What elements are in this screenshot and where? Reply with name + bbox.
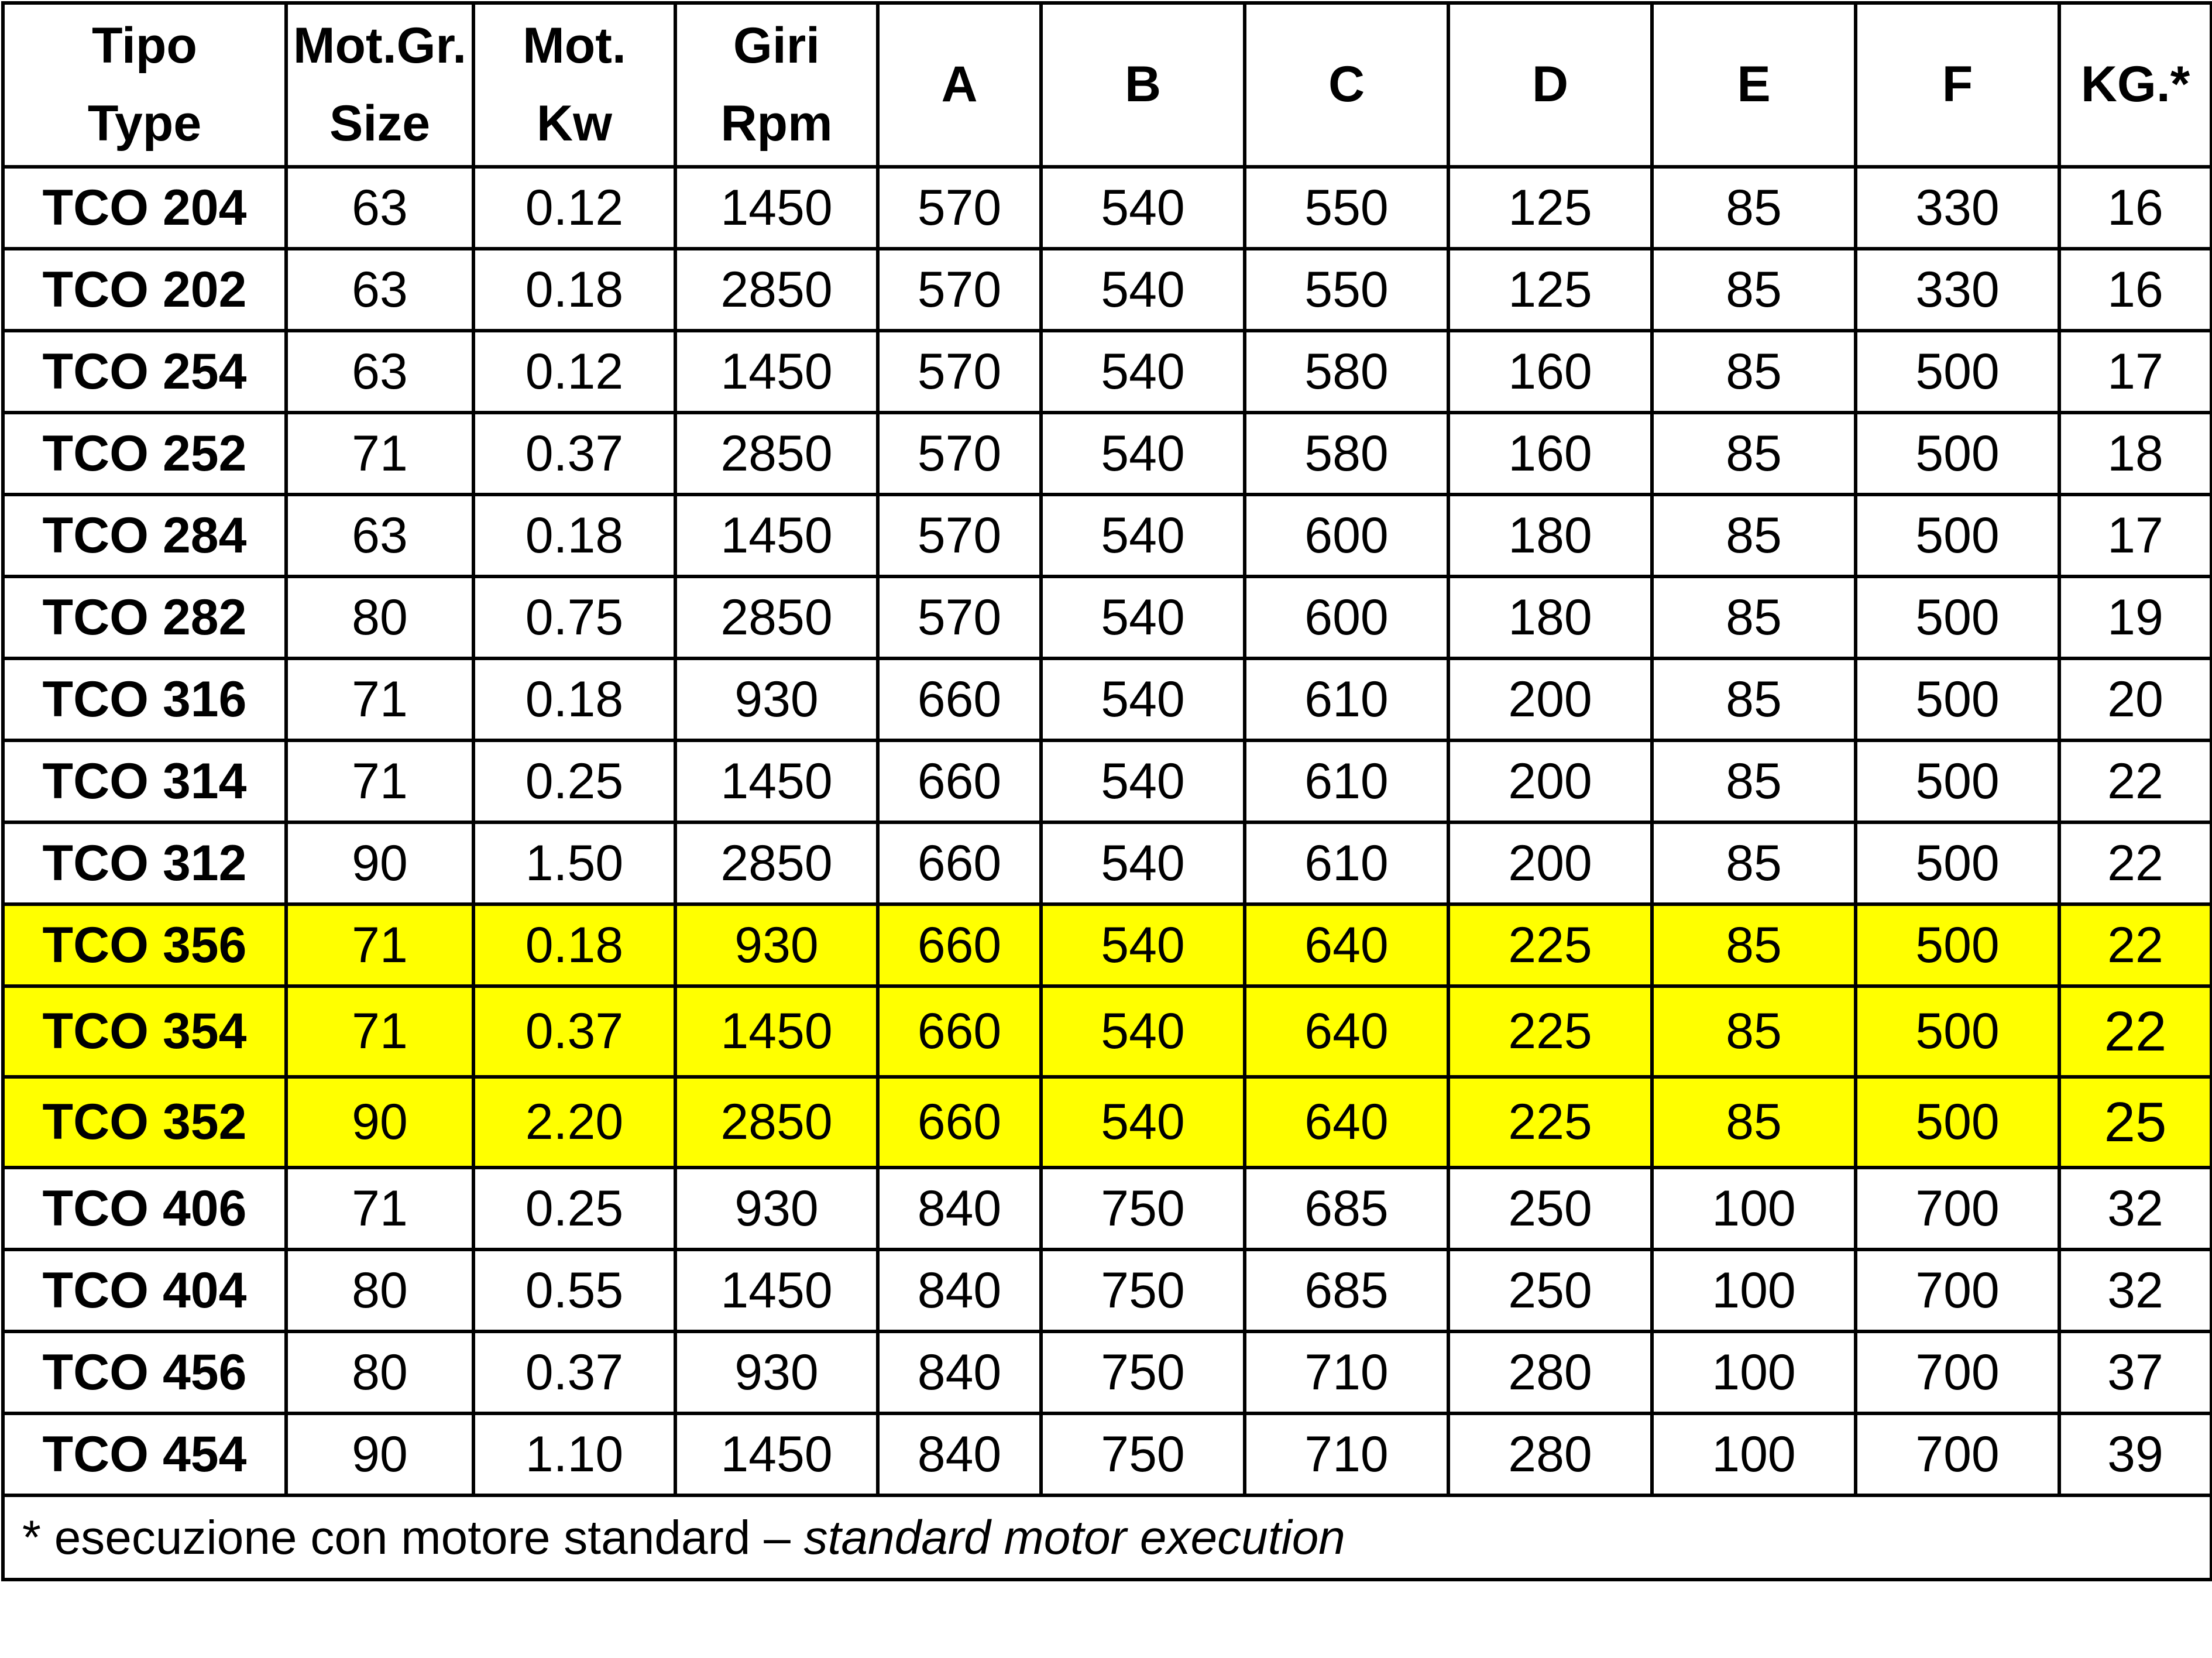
cell-dim-e: 85 <box>1652 740 1856 822</box>
cell-dim-e: 100 <box>1652 1168 1856 1249</box>
cell-dim-d: 280 <box>1448 1413 1652 1495</box>
cell-motor-kw: 0.37 <box>473 1331 675 1413</box>
table-row-highlighted <box>3 986 2211 1077</box>
cell-motor-kw: 0.18 <box>473 658 675 740</box>
cell-dim-e: 85 <box>1652 576 1856 658</box>
cell-dim-f: 500 <box>1856 740 2059 822</box>
cell-weight-kg: 22 <box>2059 822 2211 904</box>
cell-dim-d: 125 <box>1448 167 1652 249</box>
cell-dim-b: 540 <box>1041 1077 1245 1168</box>
cell-dim-e: 100 <box>1652 1331 1856 1413</box>
table-row-highlighted <box>3 1077 2211 1168</box>
column-header-label: Mot. <box>523 17 626 74</box>
cell-dim-a: 840 <box>878 1168 1041 1249</box>
cell-type: TCO 252 <box>3 413 286 495</box>
cell-type: TCO 404 <box>3 1249 286 1331</box>
cell-motor-size: 63 <box>286 249 473 331</box>
table-row <box>3 167 2211 249</box>
cell-dim-b: 540 <box>1041 495 1245 576</box>
column-header-sublabel: Type <box>87 95 202 152</box>
table-row <box>3 1331 2211 1413</box>
cell-dim-d: 225 <box>1448 1077 1652 1168</box>
footnote-row <box>3 1495 2211 1580</box>
column-header-motor-size <box>286 3 473 167</box>
cell-motor-size: 71 <box>286 658 473 740</box>
cell-rpm: 2850 <box>675 413 878 495</box>
table-row <box>3 495 2211 576</box>
cell-dim-b: 750 <box>1041 1168 1245 1249</box>
cell-motor-kw: 0.18 <box>473 904 675 986</box>
cell-type: TCO 352 <box>3 1077 286 1168</box>
cell-dim-e: 85 <box>1652 822 1856 904</box>
cell-dim-f: 500 <box>1856 495 2059 576</box>
column-header-label: D <box>1531 56 1569 113</box>
spec-table <box>1 1 2212 1581</box>
cell-weight-kg: 22 <box>2059 740 2211 822</box>
cell-dim-e: 85 <box>1652 413 1856 495</box>
cell-dim-b: 750 <box>1041 1331 1245 1413</box>
cell-dim-d: 250 <box>1448 1168 1652 1249</box>
cell-rpm: 1450 <box>675 495 878 576</box>
cell-dim-f: 500 <box>1856 576 2059 658</box>
cell-type: TCO 406 <box>3 1168 286 1249</box>
cell-rpm: 2850 <box>675 822 878 904</box>
cell-dim-e: 100 <box>1652 1249 1856 1331</box>
cell-weight-kg: 25 <box>2059 1077 2211 1168</box>
cell-dim-e: 85 <box>1652 658 1856 740</box>
cell-motor-kw: 0.25 <box>473 1168 675 1249</box>
cell-dim-c: 610 <box>1245 822 1448 904</box>
cell-dim-c: 600 <box>1245 576 1448 658</box>
column-header-dim-b <box>1041 3 1245 167</box>
cell-motor-size: 90 <box>286 1077 473 1168</box>
table-row <box>3 249 2211 331</box>
cell-motor-kw: 2.20 <box>473 1077 675 1168</box>
header-row <box>3 3 2211 167</box>
cell-dim-b: 540 <box>1041 740 1245 822</box>
cell-motor-size: 90 <box>286 1413 473 1495</box>
cell-dim-a: 570 <box>878 413 1041 495</box>
cell-dim-c: 685 <box>1245 1168 1448 1249</box>
cell-dim-d: 200 <box>1448 740 1652 822</box>
cell-motor-size: 80 <box>286 1249 473 1331</box>
footnote <box>3 1495 2211 1580</box>
cell-rpm: 2850 <box>675 576 878 658</box>
column-header-label: A <box>941 56 978 113</box>
cell-motor-size: 71 <box>286 740 473 822</box>
cell-motor-kw: 0.75 <box>473 576 675 658</box>
cell-dim-e: 85 <box>1652 331 1856 413</box>
cell-dim-a: 660 <box>878 904 1041 986</box>
cell-rpm: 2850 <box>675 1077 878 1168</box>
cell-rpm: 930 <box>675 1331 878 1413</box>
cell-rpm: 1450 <box>675 1413 878 1495</box>
cell-type: TCO 314 <box>3 740 286 822</box>
cell-dim-c: 710 <box>1245 1413 1448 1495</box>
cell-dim-b: 540 <box>1041 904 1245 986</box>
cell-dim-b: 540 <box>1041 167 1245 249</box>
cell-weight-kg: 18 <box>2059 413 2211 495</box>
cell-rpm: 930 <box>675 658 878 740</box>
table-row <box>3 1249 2211 1331</box>
cell-weight-kg: 37 <box>2059 1331 2211 1413</box>
cell-dim-d: 200 <box>1448 658 1652 740</box>
cell-dim-c: 640 <box>1245 1077 1448 1168</box>
cell-weight-kg: 16 <box>2059 249 2211 331</box>
cell-dim-d: 160 <box>1448 413 1652 495</box>
column-header-label: Tipo <box>92 17 197 74</box>
cell-weight-kg: 32 <box>2059 1249 2211 1331</box>
table-row <box>3 658 2211 740</box>
cell-dim-f: 700 <box>1856 1413 2059 1495</box>
cell-motor-size: 71 <box>286 986 473 1077</box>
cell-weight-kg: 17 <box>2059 331 2211 413</box>
cell-dim-a: 660 <box>878 822 1041 904</box>
cell-dim-c: 610 <box>1245 658 1448 740</box>
table-row <box>3 576 2211 658</box>
cell-dim-a: 840 <box>878 1249 1041 1331</box>
cell-dim-b: 750 <box>1041 1249 1245 1331</box>
cell-motor-kw: 0.25 <box>473 740 675 822</box>
table-row <box>3 1413 2211 1495</box>
cell-dim-a: 660 <box>878 986 1041 1077</box>
cell-type: TCO 204 <box>3 167 286 249</box>
cell-dim-c: 550 <box>1245 249 1448 331</box>
column-header-label: Mot.Gr. <box>293 17 467 74</box>
cell-weight-kg: 20 <box>2059 658 2211 740</box>
cell-motor-kw: 1.10 <box>473 1413 675 1495</box>
footnote-italian: * esecuzione con motore standard – <box>22 1511 804 1564</box>
cell-motor-size: 63 <box>286 167 473 249</box>
column-header-label: F <box>1942 56 1973 113</box>
cell-dim-c: 640 <box>1245 904 1448 986</box>
cell-dim-e: 85 <box>1652 167 1856 249</box>
column-header-rpm <box>675 3 878 167</box>
cell-dim-a: 660 <box>878 658 1041 740</box>
cell-dim-c: 580 <box>1245 331 1448 413</box>
cell-dim-d: 225 <box>1448 986 1652 1077</box>
cell-dim-d: 225 <box>1448 904 1652 986</box>
cell-dim-f: 500 <box>1856 658 2059 740</box>
cell-dim-f: 330 <box>1856 167 2059 249</box>
cell-motor-size: 71 <box>286 413 473 495</box>
cell-dim-f: 700 <box>1856 1249 2059 1331</box>
cell-dim-f: 700 <box>1856 1331 2059 1413</box>
cell-type: TCO 202 <box>3 249 286 331</box>
cell-dim-c: 580 <box>1245 413 1448 495</box>
cell-dim-f: 330 <box>1856 249 2059 331</box>
cell-rpm: 1450 <box>675 167 878 249</box>
cell-dim-d: 200 <box>1448 822 1652 904</box>
cell-dim-c: 685 <box>1245 1249 1448 1331</box>
cell-dim-b: 540 <box>1041 576 1245 658</box>
cell-dim-d: 180 <box>1448 576 1652 658</box>
cell-motor-size: 90 <box>286 822 473 904</box>
cell-dim-a: 570 <box>878 576 1041 658</box>
column-header-label: Giri <box>733 17 820 74</box>
cell-type: TCO 254 <box>3 331 286 413</box>
cell-motor-kw: 1.50 <box>473 822 675 904</box>
column-header-label: KG.* <box>2080 56 2190 113</box>
cell-motor-kw: 0.37 <box>473 986 675 1077</box>
cell-dim-a: 840 <box>878 1331 1041 1413</box>
cell-dim-d: 250 <box>1448 1249 1652 1331</box>
column-header-dim-f <box>1856 3 2059 167</box>
column-header-sublabel: Rpm <box>720 95 833 152</box>
column-header-label: E <box>1737 56 1771 113</box>
cell-dim-e: 85 <box>1652 904 1856 986</box>
table-row <box>3 1168 2211 1249</box>
cell-rpm: 1450 <box>675 331 878 413</box>
cell-motor-kw: 0.18 <box>473 495 675 576</box>
table-body <box>3 167 2211 1495</box>
footnote-english: standard motor execution <box>803 1511 1345 1564</box>
column-header-dim-e <box>1652 3 1856 167</box>
cell-dim-d: 125 <box>1448 249 1652 331</box>
cell-dim-b: 540 <box>1041 413 1245 495</box>
cell-dim-f: 500 <box>1856 331 2059 413</box>
cell-type: TCO 316 <box>3 658 286 740</box>
column-header-sublabel: Kw <box>537 95 612 152</box>
cell-dim-f: 500 <box>1856 413 2059 495</box>
table-row <box>3 413 2211 495</box>
column-header-dim-d <box>1448 3 1652 167</box>
cell-type: TCO 282 <box>3 576 286 658</box>
cell-dim-f: 500 <box>1856 904 2059 986</box>
cell-dim-f: 500 <box>1856 986 2059 1077</box>
cell-dim-e: 85 <box>1652 249 1856 331</box>
cell-dim-c: 610 <box>1245 740 1448 822</box>
cell-type: TCO 454 <box>3 1413 286 1495</box>
cell-dim-e: 85 <box>1652 495 1856 576</box>
cell-type: TCO 456 <box>3 1331 286 1413</box>
column-header-sublabel: Size <box>329 95 431 152</box>
table-row <box>3 331 2211 413</box>
cell-dim-f: 500 <box>1856 1077 2059 1168</box>
cell-dim-a: 570 <box>878 331 1041 413</box>
cell-motor-size: 71 <box>286 904 473 986</box>
table-row <box>3 822 2211 904</box>
cell-weight-kg: 19 <box>2059 576 2211 658</box>
cell-type: TCO 356 <box>3 904 286 986</box>
cell-dim-f: 500 <box>1856 822 2059 904</box>
cell-motor-size: 63 <box>286 495 473 576</box>
table-footer <box>3 1495 2211 1580</box>
cell-dim-a: 660 <box>878 1077 1041 1168</box>
cell-rpm: 2850 <box>675 249 878 331</box>
cell-dim-a: 570 <box>878 249 1041 331</box>
cell-dim-b: 540 <box>1041 658 1245 740</box>
column-header-weight-kg <box>2059 3 2211 167</box>
cell-weight-kg: 39 <box>2059 1413 2211 1495</box>
cell-dim-a: 570 <box>878 167 1041 249</box>
cell-weight-kg: 32 <box>2059 1168 2211 1249</box>
cell-type: TCO 354 <box>3 986 286 1077</box>
cell-dim-f: 700 <box>1856 1168 2059 1249</box>
cell-rpm: 1450 <box>675 740 878 822</box>
cell-dim-c: 710 <box>1245 1331 1448 1413</box>
cell-motor-size: 63 <box>286 331 473 413</box>
cell-motor-size: 71 <box>286 1168 473 1249</box>
cell-motor-size: 80 <box>286 576 473 658</box>
cell-rpm: 930 <box>675 904 878 986</box>
cell-dim-c: 640 <box>1245 986 1448 1077</box>
cell-dim-e: 100 <box>1652 1413 1856 1495</box>
cell-dim-d: 160 <box>1448 331 1652 413</box>
cell-dim-b: 540 <box>1041 249 1245 331</box>
cell-motor-size: 80 <box>286 1331 473 1413</box>
table-row <box>3 740 2211 822</box>
cell-dim-a: 660 <box>878 740 1041 822</box>
cell-weight-kg: 22 <box>2059 904 2211 986</box>
cell-motor-kw: 0.55 <box>473 1249 675 1331</box>
cell-dim-e: 85 <box>1652 1077 1856 1168</box>
cell-type: TCO 312 <box>3 822 286 904</box>
cell-dim-c: 550 <box>1245 167 1448 249</box>
column-header-dim-c <box>1245 3 1448 167</box>
cell-dim-a: 840 <box>878 1413 1041 1495</box>
cell-dim-d: 280 <box>1448 1331 1652 1413</box>
cell-motor-kw: 0.12 <box>473 331 675 413</box>
cell-dim-c: 600 <box>1245 495 1448 576</box>
cell-weight-kg: 16 <box>2059 167 2211 249</box>
cell-dim-b: 750 <box>1041 1413 1245 1495</box>
cell-weight-kg: 22 <box>2059 986 2211 1077</box>
cell-dim-a: 570 <box>878 495 1041 576</box>
cell-motor-kw: 0.18 <box>473 249 675 331</box>
cell-type: TCO 284 <box>3 495 286 576</box>
cell-dim-b: 540 <box>1041 331 1245 413</box>
cell-rpm: 1450 <box>675 1249 878 1331</box>
cell-dim-b: 540 <box>1041 986 1245 1077</box>
cell-weight-kg: 17 <box>2059 495 2211 576</box>
cell-motor-kw: 0.37 <box>473 413 675 495</box>
table-row-highlighted <box>3 904 2211 986</box>
column-header-label: C <box>1328 56 1365 113</box>
cell-dim-d: 180 <box>1448 495 1652 576</box>
column-header-motor-kw <box>473 3 675 167</box>
column-header-type <box>3 3 286 167</box>
cell-rpm: 1450 <box>675 986 878 1077</box>
cell-rpm: 930 <box>675 1168 878 1249</box>
table-header <box>3 3 2211 167</box>
cell-motor-kw: 0.12 <box>473 167 675 249</box>
column-header-dim-a <box>878 3 1041 167</box>
cell-dim-e: 85 <box>1652 986 1856 1077</box>
column-header-label: B <box>1124 56 1162 113</box>
cell-dim-b: 540 <box>1041 822 1245 904</box>
